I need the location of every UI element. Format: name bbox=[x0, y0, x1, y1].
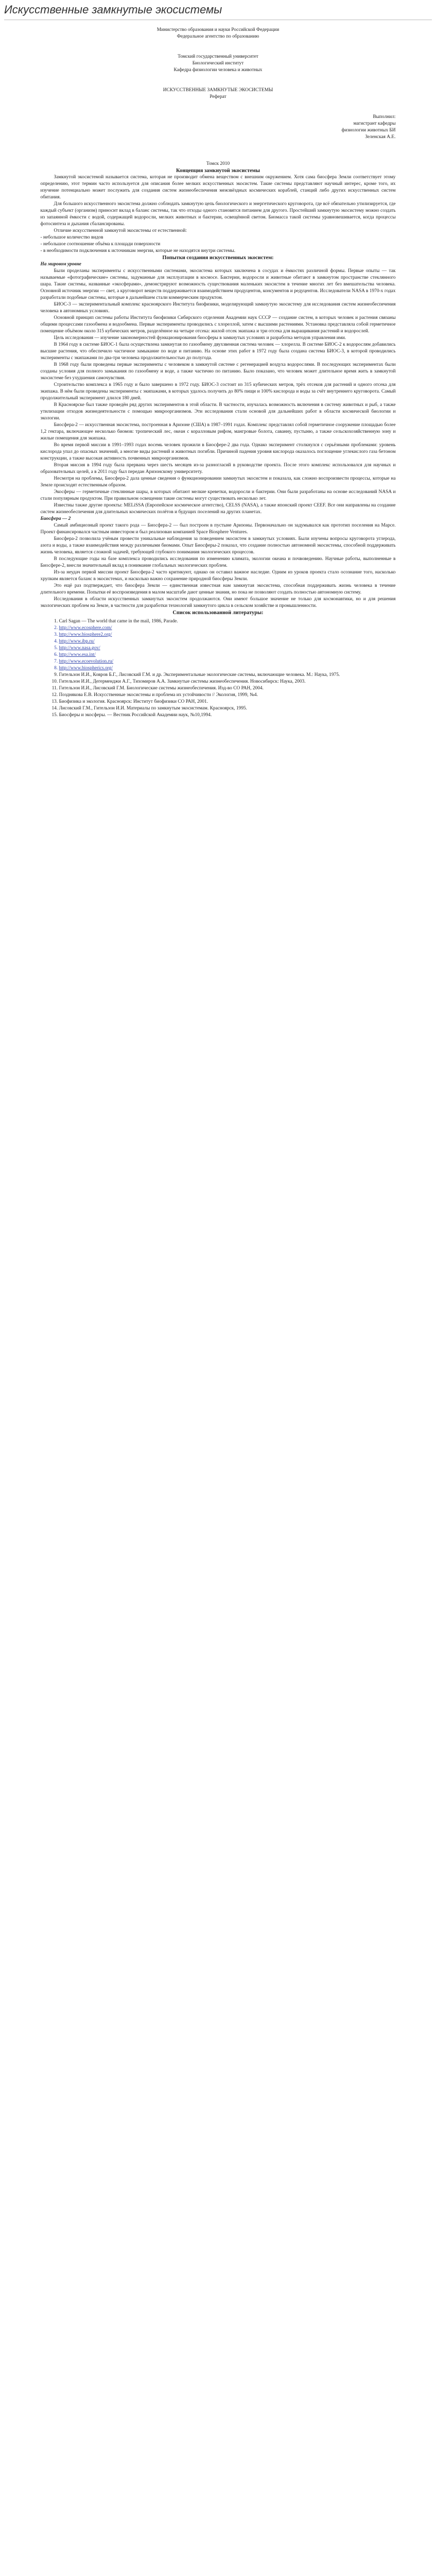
city-year: Томск 2010 bbox=[206, 161, 230, 166]
document-body bbox=[41, 20, 396, 719]
section2-paragraph: В 1968 году были проведены первые эксперименты с человеком в замкнутой системе с регенерацией воздуха водорослями. В последующих экспериментах были созданы условия для полного замыкания по газообмену и воде, а также частично по питанию. Было показано, что человек может длительное время жить в замкнутой экосистеме без ухудшения самочувствия. bbox=[40, 362, 396, 381]
section2-paragraph: Биосфера-2 — искусственная экосистема, построенная в Аризоне (США) в 1987–1991 годах. Комплекс представлял собой герметичное сооружение площадью более 1,2 гектара, включающее несколько биомов: тропический лес, океан с коралловым рифом, мангровые болота, саванну, пустыню, а также сельскохозяйственную зону и жилые помещения для экипажа. bbox=[40, 422, 396, 441]
doc-type: Реферат bbox=[210, 94, 226, 99]
section2-paragraph: Экосферы — герметичные стеклянные шары, в которых обитают мелкие креветки, водоросли и бактерии. Они были разработаны на основе исследований NASA и стали популярным продуктом. При правильном освещении такие системы могут существовать несколько лет. bbox=[40, 489, 396, 501]
section2-paragraph: Во время первой миссии в 1991–1993 годах восемь человек прожили в Биосфере-2 два года. Однако эксперимент столкнулся с серьёзными проблемами: уровень кислорода упал до опасных значений, а многие виды растений и животных погибли. Причиной падения уровня кислорода оказалось поглощение углекислого газа бетоном конструкции, а также высокая активность почвенных микроорганизмов. bbox=[40, 443, 396, 461]
topic-title: ИСКУССТВЕННЫЕ ЗАМКНУТЫЕ ЭКОСИСТЕМЫ bbox=[163, 88, 273, 93]
biosphere2-paragraph: Из-за неудач первой миссии проект Биосфера-2 часто критикуют, однако он оставил важное наследие. Одним из уроков проекта стало осознание того, насколько хрупким является баланс в экосистемах, и насколько важно сохранение природной биосферы Земли. bbox=[40, 570, 396, 582]
references-heading: Список использованной литературы: bbox=[172, 610, 264, 616]
department-line: Кафедра физиологии человека и животных bbox=[173, 67, 263, 73]
section1-paragraph: Замкнутой экосистемой называется система, которая не производит обмена веществом с внешним окружением. Хотя сама биосфера Земли соответствует этому определению, этот термин часто используется для описания более мелких искусственных экосистем. Такие системы представляют научный интерес, кроме того, их изучение потенциально может послужить для создания систем жизнеобеспечения межзвёздных космических кораблей, станций либо других искусственных систем обитания. bbox=[40, 175, 396, 200]
reference-item[interactable]: 2. http://www.ecosphere.com/ bbox=[59, 625, 396, 632]
section1-paragraph: Отличие искусственной замкнутой экосистемы от естественной: bbox=[54, 228, 187, 233]
reference-item: 12. Позднякова Е.В. Искусственные экосистемы и проблема их устойчивости // Экология, 1999, №4. bbox=[59, 692, 396, 699]
section1-paragraph: - в необходимости подключения к источникам энергии, которые не находятся внутри системы. bbox=[40, 248, 236, 253]
reference-item[interactable]: 5. http://www.nasa.gov/ bbox=[59, 645, 396, 652]
section2-heading: Попытки создания искусственных экосистем: bbox=[162, 255, 274, 261]
section1-heading: Концепция замкнутой экосистемы bbox=[176, 168, 260, 174]
section2-paragraph: Строительство комплекса в 1965 году и было завершено в 1972 году. БИОС-3 состоит из 315 кубических метров, трёх отсеков для растений и одного отсека для экипажа. В нём были проведены эксперименты с экипажами, в которых удалось получить до 80% пищи и 100% кислорода и воды за счёт внутреннего круговорота. Самый продолжительный эксперимент длился 180 дней. bbox=[40, 382, 396, 401]
section2-paragraph: Были проделаны эксперименты с искусственными системами, экосистема которых заключена в сосудах и ёмкостях различной формы. Первые опыты — так называемые «фотографические» системы, задуманные для эксплуатации в космосе. Бактерии, водоросли и животные обитают в замкнутом пространстве стеклянного шара. Такие системы, названные «экосферами», демонстрируют возможность существования маленьких экосистем в течение многих лет без вмешательства человека. Основной источник энергии — свет, а круговорот веществ поддерживается взаимодействием продуцентов, консументов и редуцентов. Исследователи NASA в 1970-х годах разработали подобные системы, которые в дальнейшем стали коммерческим продуктом. bbox=[40, 268, 396, 300]
reference-item[interactable]: 3. http://www.biosphere2.org/ bbox=[59, 632, 396, 638]
ministry-line: Министерство образования и науки Российской Федерации bbox=[156, 27, 280, 32]
biosphere2-paragraph: Биосфера-2 позволила учёным провести уникальные наблюдения за поведением экосистем в замкнутых условиях. Были изучены вопросы круговорота углерода, азота и воды, а также взаимодействия между различными биомами. Опыт Биосферы-2 показал, что создание полностью автономной экосистемы, способной поддерживать жизнь человека, является сложной задачей, требующей глубокого понимания экологических процессов. bbox=[40, 536, 396, 555]
university-line: Томский государственный университет bbox=[178, 54, 258, 59]
agency-line: Федеральное агентство по образованию bbox=[177, 34, 259, 39]
section2-paragraph: В Красноярске был также проведён ряд других экспериментов в этой области. В частности, изучалась возможность включения в систему животных и рыб, а также утилизации отходов жизнедеятельности с помощью микроорганизмов. Эти исследования стали основой для дальнейших работ в области космической биологии и экологии. bbox=[40, 402, 396, 421]
section1-body bbox=[41, 174, 396, 255]
section2-paragraph: Вторая миссия в 1994 году была прервана через шесть месяцев из-за разногласий в руководстве проекта. После этого комплекс использовался для научных и образовательных целей, а в 2011 году был передан Аризонскому университету. bbox=[40, 463, 396, 474]
section2-paragraph: Основной принцип системы работы Института биофизики Сибирского отделения Академии наук СССР — создание систем, в которых человек и растения связаны общими процессами газообмена и водообмена. Первые эксперименты проводились с хлореллой, затем с высшими растениями. Установка представляла собой герметичное помещение объёмом около 315 кубических метров, разделённое на четыре отсека: жилой отсек экипажа и три отсека для выращивания растений и водорослей. bbox=[40, 315, 396, 334]
section1-paragraph: - небольшое соотношение объёма к площади поверхности bbox=[40, 242, 161, 247]
section2-paragraph: Известны также другие проекты: MELiSSA (Европейское космическое агентство), CELSS (NASA), а также японский проект CEEF. Все они направлены на создание систем жизнеобеспечения для длительных космических полётов и будущих поселений на других планетах. bbox=[40, 503, 396, 515]
biosphere2-paragraph: Исследования в области искусственных замкнутых экосистем продолжаются. Они имеют большое значение не только для космонавтики, но и для решения экологических проблем на Земле, в частности для разработки технологий замкнутого цикла в сельском хозяйстве и промышленности. bbox=[40, 597, 396, 608]
reference-item[interactable]: 6. http://www.esa.int/ bbox=[59, 652, 396, 658]
section2-paragraph: Несмотря на проблемы, Биосфера-2 дала ценные сведения о функционировании замкнутых экосистем и показала, как сложно воспроизвести процессы, которые на Земле происходят естественным образом. bbox=[40, 476, 396, 488]
section1-paragraph: - небольшое количество видов bbox=[40, 235, 103, 240]
page-title: Искусственные замкнутые экосистемы bbox=[4, 3, 222, 16]
performer-role: магистрант кафедры bbox=[353, 121, 396, 126]
section2-paragraph: В 1964 году в системе БИОС-1 была осуществлена замкнутая по газообмену двухзвенная система человек — хлорелла. В системе БИОС-2 к водорослям добавились высшие растения, что обеспечило частичное замыкание по воде и питанию. На основе этих работ в 1972 году была создана система БИОС-3, в которой проводились эксперименты с экипажами по два-три человека продолжительностью до полугода. bbox=[40, 342, 396, 361]
reference-item: 13. Биофизика и экология. Красноярск: Институт биофизики СО РАН, 2001. bbox=[59, 699, 396, 705]
performer-dept: физиологии животных БИ bbox=[341, 128, 396, 133]
institute-line: Биологический институт bbox=[192, 61, 244, 66]
reference-item[interactable]: 7. http://www.ecoevolution.ru/ bbox=[59, 658, 396, 665]
reference-item: 1. Carl Sagan — The world that came in the mail, 1986, Parade. bbox=[59, 618, 396, 625]
performer-label: Выполнил: bbox=[373, 114, 396, 120]
section2-subheading-world: На мировом уровне bbox=[40, 262, 81, 267]
reference-item[interactable]: 8. http://www.biospherics.org/ bbox=[59, 665, 396, 672]
reference-item: 9. Гительзон И.И., Ковров Б.Г., Лисовский Г.М. и др. Экспериментальные экологические системы, включающие человека. М.: Наука, 1975. bbox=[59, 672, 396, 679]
reference-item: 15. Биосферы и экосферы. — Вестник Российской Академии наук, №10,1994. bbox=[59, 712, 396, 719]
section2-body bbox=[41, 268, 396, 516]
reference-item[interactable]: 4. http://www.ibp.ru/ bbox=[59, 638, 396, 645]
biosphere2-paragraph: Это ещё раз подтверждает, что биосфера Земли — единственная известная нам замкнутая экосистема, способная поддерживать жизнь человека в течение длительного времени. Попытки её воспроизведения в малом масштабе дают ценные знания, но пока не позволяют создать полностью автономную систему. bbox=[40, 583, 396, 595]
section1-paragraph: Для большого искусственного экосистема должно соблюдать замкнутую цепь биологического и энергетического круговорота, где всё обязательно утилизируется, где каждый субъект (организм) приносит вклад в баланс системы, так что отходы одного становятся питанием для другого. Простейший замкнутую экосистему можно создать из запаянной ёмкости с водой, содержащей водоросли, мелких животных и бактерии, освещённой светом. Биомасса такой системы уравновешивается, когда процессы фотосинтеза и дыхания сбалансированы. bbox=[40, 201, 396, 227]
section2-subheading-biosphere2: Биосфера — 2 bbox=[40, 516, 71, 521]
references-list bbox=[41, 618, 396, 719]
section2-paragraph: БИОС-3 — экспериментальный комплекс красноярского Института биофизики, моделирующий замкнутую экосистему для исследования систем жизнеобеспечения человека в автономных условиях. bbox=[40, 302, 396, 314]
reference-item: 11. Гительзон И.И., Лисовский Г.М. Биологические системы жизнеобеспечения. Изд-во СО РАН, 2004. bbox=[59, 685, 396, 692]
reference-item: 10. Гительзон И.И., Дегерменджи А.Г., Тихомиров А.А. Замкнутые системы жизнеобеспечения. Новосибирск: Наука, 2003. bbox=[59, 679, 396, 685]
biosphere2-paragraph: В последующие годы на базе комплекса проводились исследования по изменению климата, экологии океана и почвоведению. Научные работы, выполненные в Биосфере-2, внесли значительный вклад в понимание глобальных экологических проблем. bbox=[40, 556, 396, 568]
section2-body-biosphere2 bbox=[41, 522, 396, 609]
biosphere2-paragraph: Самый амбициозный проект такого рода — Биосфера-2 — был построен в пустыне Аризоны. Первоначально он задумывался как прототип поселения на Марсе. Проект финансировался частным инвестором и был реализован компанией Space Biosphere Ventures. bbox=[40, 523, 396, 535]
section2-paragraph: Цель исследования — изучение закономерностей функционирования биосферы в замкнутых условиях и разработка методов управления ими. bbox=[54, 335, 346, 341]
performer-name: Зеленская А.Е. bbox=[365, 134, 396, 140]
reference-item: 14. Лисовский Г.М., Гительзон И.И. Материалы по замкнутым экосистемам. Красноярск, 1995. bbox=[59, 705, 396, 712]
